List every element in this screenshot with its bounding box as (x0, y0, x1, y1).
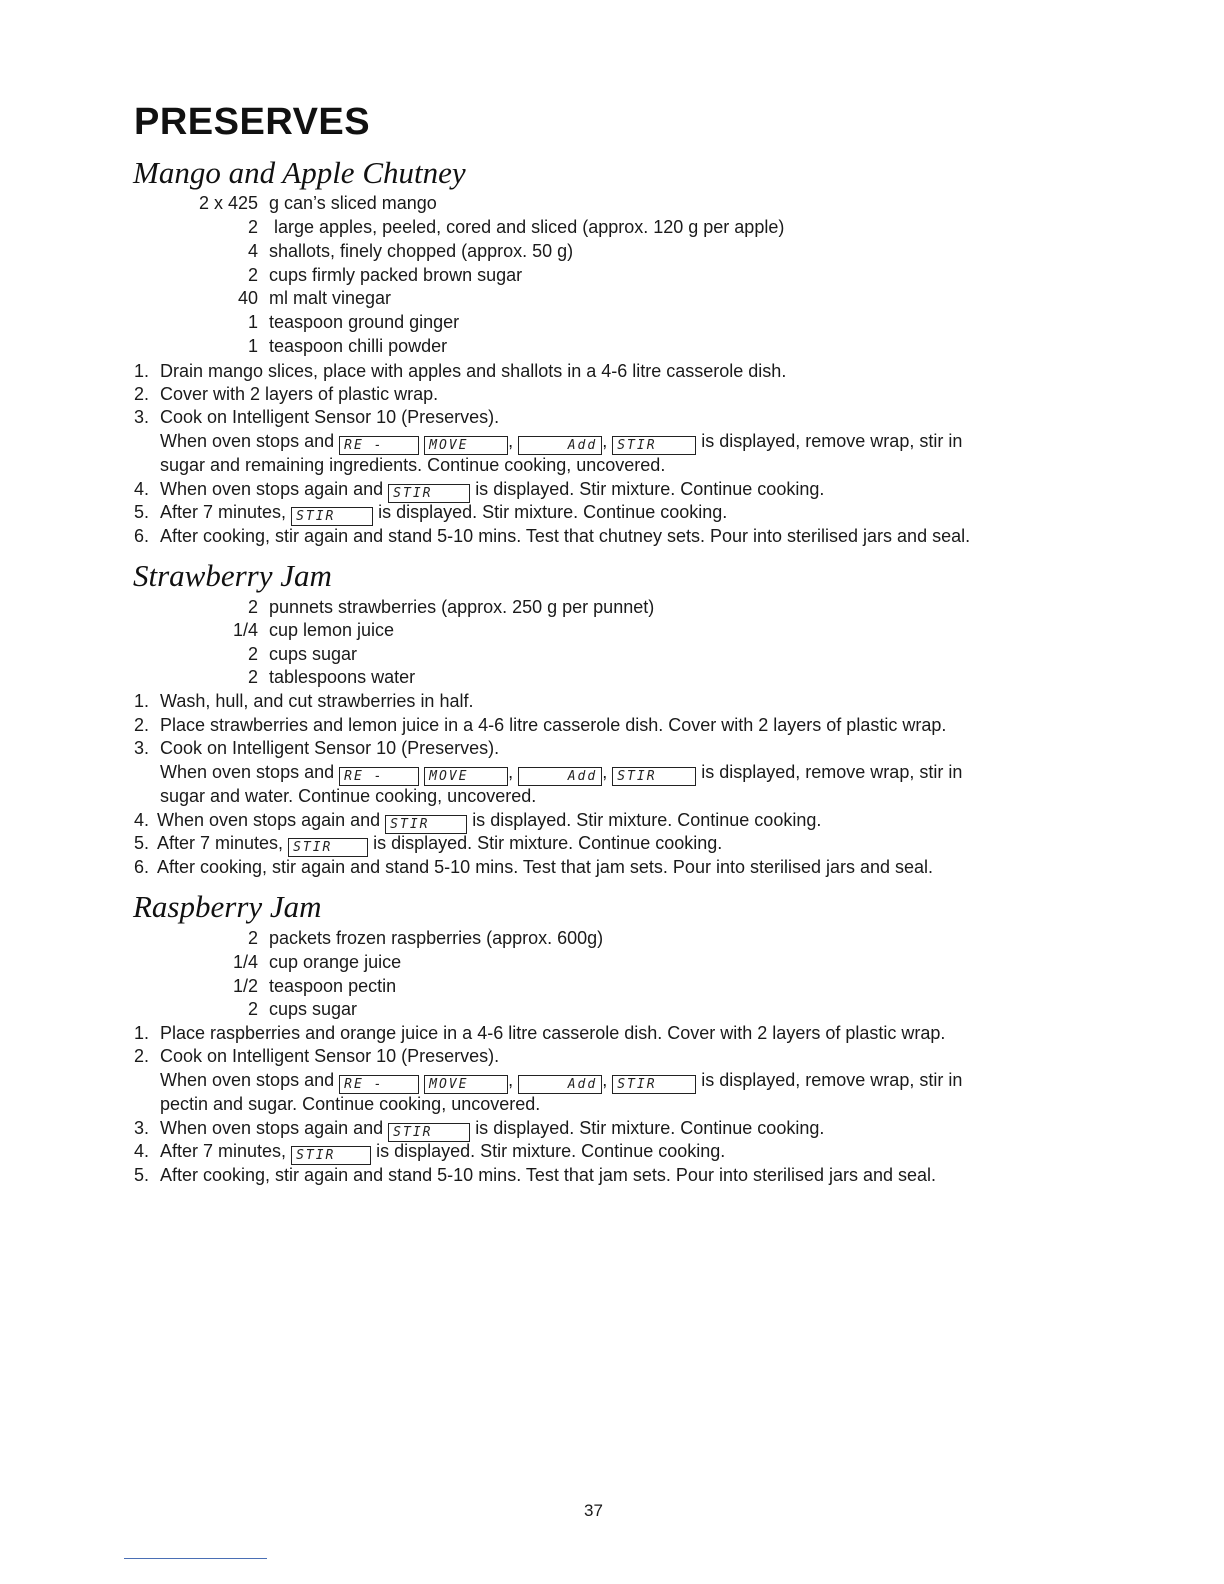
ingredient-text: shallots, finely chopped (approx. 50 g) (269, 241, 574, 261)
step-number: 5. (134, 1165, 150, 1185)
step-number: 5. (134, 502, 150, 522)
ingredient-text: teaspoon ground ginger (269, 312, 460, 332)
lcd-display-stir: STIR (385, 815, 467, 834)
step-number: 6. (134, 526, 150, 546)
ingredient-qty: 2 (247, 265, 258, 285)
step-number: 2. (134, 384, 150, 404)
step-text (160, 478, 824, 503)
ingredient-qty: 1/4 (232, 620, 258, 640)
ingredient-text: cups firmly packed brown sugar (269, 265, 523, 285)
step-text (157, 809, 821, 834)
ingredient-text: cup lemon juice (269, 620, 395, 640)
step-text: Place strawberries and lemon juice in a 4-6 litre casserole dish. Cover with 2 layers of plastic wrap. (160, 715, 947, 735)
step-text-fragment: is displayed, remove wrap, stir in (701, 431, 963, 451)
ingredient-text: cup orange juice (269, 952, 402, 972)
step-text-fragment: When oven stops and (160, 431, 335, 451)
ingredient-qty: 1/4 (232, 952, 258, 972)
lcd-display-add: Add (518, 1075, 602, 1094)
step-number: 1. (134, 361, 150, 381)
ingredient-qty: 4 (247, 241, 258, 261)
lcd-display-stir: STIR (388, 1123, 470, 1142)
lcd-display-stir: STIR (288, 838, 368, 857)
lcd-display-re: RE - (339, 767, 419, 786)
step-text (160, 1140, 725, 1165)
step-text (160, 1117, 824, 1142)
ingredient-text: teaspoon chilli powder (269, 336, 448, 356)
step-number: 2. (134, 715, 150, 735)
lcd-display-add: Add (518, 767, 602, 786)
step-text: After cooking, stir again and stand 5-10 mins. Test that jam sets. Pour into sterilised jars and seal. (160, 1165, 937, 1185)
ingredient-qty: 1 (247, 336, 258, 356)
step-text-fragment: When oven stops again and (160, 479, 384, 499)
ingredient-text: ml malt vinegar (269, 288, 392, 308)
ingredient-text: tablespoons water (269, 667, 416, 687)
step-number: 1. (134, 1023, 150, 1043)
step-text: sugar and remaining ingredients. Continue cooking, uncovered. (160, 455, 666, 475)
step-text-fragment: After 7 minutes, (160, 1141, 287, 1161)
step-text: Cook on Intelligent Sensor 10 (Preserves). (160, 1046, 500, 1066)
step-text (157, 832, 722, 857)
step-text-fragment: When oven stops again and (157, 810, 381, 830)
lcd-display-stir: STIR (612, 1075, 696, 1094)
ingredient-qty: 2 (247, 644, 258, 664)
comma: , (602, 762, 608, 782)
recipe-title: Raspberry Jam (133, 889, 322, 924)
page-number: 37 (584, 1501, 603, 1520)
step-number: 2. (134, 1046, 150, 1066)
ingredient-text: punnets strawberries (approx. 250 g per punnet) (269, 597, 655, 617)
step-number: 4. (134, 810, 150, 830)
ingredient-text: packets frozen raspberries (approx. 600g) (269, 928, 604, 948)
lcd-display-add: Add (518, 436, 602, 455)
step-text-fragment: is displayed. Stir mixture. Continue cooking. (373, 833, 723, 853)
step-text-fragment: is displayed, remove wrap, stir in (701, 1070, 963, 1090)
step-number: 3. (134, 1118, 150, 1138)
step-text: After cooking, stir again and stand 5-10 mins. Test that jam sets. Pour into sterilised jars and seal. (157, 857, 934, 877)
ingredient-text: teaspoon pectin (269, 976, 397, 996)
step-number: 4. (134, 1141, 150, 1161)
step-text-fragment: is displayed, remove wrap, stir in (701, 762, 963, 782)
ingredient-qty: 2 x 425 (198, 193, 258, 213)
lcd-display-move: MOVE (424, 436, 508, 455)
step-number: 4. (134, 479, 150, 499)
step-text: Cover with 2 layers of plastic wrap. (160, 384, 439, 404)
lcd-display-stir: STIR (291, 1146, 371, 1165)
footer-rule (124, 1558, 267, 1559)
comma: , (508, 1070, 514, 1090)
lcd-display-re: RE - (339, 436, 419, 455)
ingredient-qty: 2 (247, 999, 258, 1019)
step-text: Drain mango slices, place with apples and shallots in a 4-6 litre casserole dish. (160, 361, 787, 381)
step-text: Wash, hull, and cut strawberries in half. (160, 691, 474, 711)
step-text-fragment: When oven stops and (160, 762, 335, 782)
comma: , (508, 431, 514, 451)
lcd-display-stir: STIR (612, 436, 696, 455)
ingredient-qty: 2 (247, 217, 258, 237)
step-number: 5. (134, 833, 150, 853)
ingredient-text: g can’s sliced mango (269, 193, 437, 213)
ingredient-qty: 40 (237, 288, 258, 308)
step-text-fragment: After 7 minutes, (157, 833, 284, 853)
step-text: pectin and sugar. Continue cooking, uncovered. (160, 1094, 541, 1114)
ingredient-text: cups sugar (269, 999, 358, 1019)
step-text (160, 501, 727, 526)
lcd-display-re: RE - (339, 1075, 419, 1094)
ingredient-qty: 1/2 (232, 976, 258, 996)
step-text: After cooking, stir again and stand 5-10 mins. Test that chutney sets. Pour into sterilised jars and seal. (160, 526, 971, 546)
step-text-fragment: is displayed. Stir mixture. Continue cooking. (475, 1118, 825, 1138)
step-number: 3. (134, 738, 150, 758)
ingredient-qty: 2 (247, 597, 258, 617)
step-text-fragment: After 7 minutes, (160, 502, 287, 522)
lcd-display-stir: STIR (291, 507, 373, 526)
step-text-fragment: is displayed. Stir mixture. Continue cooking. (475, 479, 825, 499)
recipe-title: Mango and Apple Chutney (133, 155, 466, 190)
lcd-display-move: MOVE (424, 1075, 508, 1094)
step-text (160, 430, 962, 455)
ingredient-text: large apples, peeled, cored and sliced (approx. 120 g per apple) (274, 217, 785, 237)
ingredient-text: cups sugar (269, 644, 358, 664)
step-text-fragment: is displayed. Stir mixture. Continue cooking. (376, 1141, 726, 1161)
ingredient-qty: 1 (247, 312, 258, 332)
step-text: Cook on Intelligent Sensor 10 (Preserves). (160, 738, 500, 758)
page-title: PRESERVES (134, 101, 371, 143)
ingredient-qty: 2 (247, 667, 258, 687)
step-text-fragment: When oven stops and (160, 1070, 335, 1090)
step-number: 1. (134, 691, 150, 711)
recipe-title: Strawberry Jam (133, 558, 332, 593)
lcd-display-stir: STIR (388, 484, 470, 503)
step-text-fragment: is displayed. Stir mixture. Continue cooking. (472, 810, 822, 830)
comma: , (602, 431, 608, 451)
ingredient-qty: 2 (247, 928, 258, 948)
step-text-fragment: is displayed. Stir mixture. Continue cooking. (378, 502, 728, 522)
step-text: Place raspberries and orange juice in a 4-6 litre casserole dish. Cover with 2 layers of plastic wrap. (160, 1023, 946, 1043)
step-number: 6. (134, 857, 150, 877)
comma: , (602, 1070, 608, 1090)
comma: , (508, 762, 514, 782)
step-number: 3. (134, 407, 150, 427)
step-text (160, 761, 962, 786)
lcd-display-stir: STIR (612, 767, 696, 786)
step-text: Cook on Intelligent Sensor 10 (Preserves). (160, 407, 500, 427)
step-text (160, 1069, 962, 1094)
step-text: sugar and water. Continue cooking, uncovered. (160, 786, 537, 806)
step-text-fragment: When oven stops again and (160, 1118, 384, 1138)
lcd-display-move: MOVE (424, 767, 508, 786)
